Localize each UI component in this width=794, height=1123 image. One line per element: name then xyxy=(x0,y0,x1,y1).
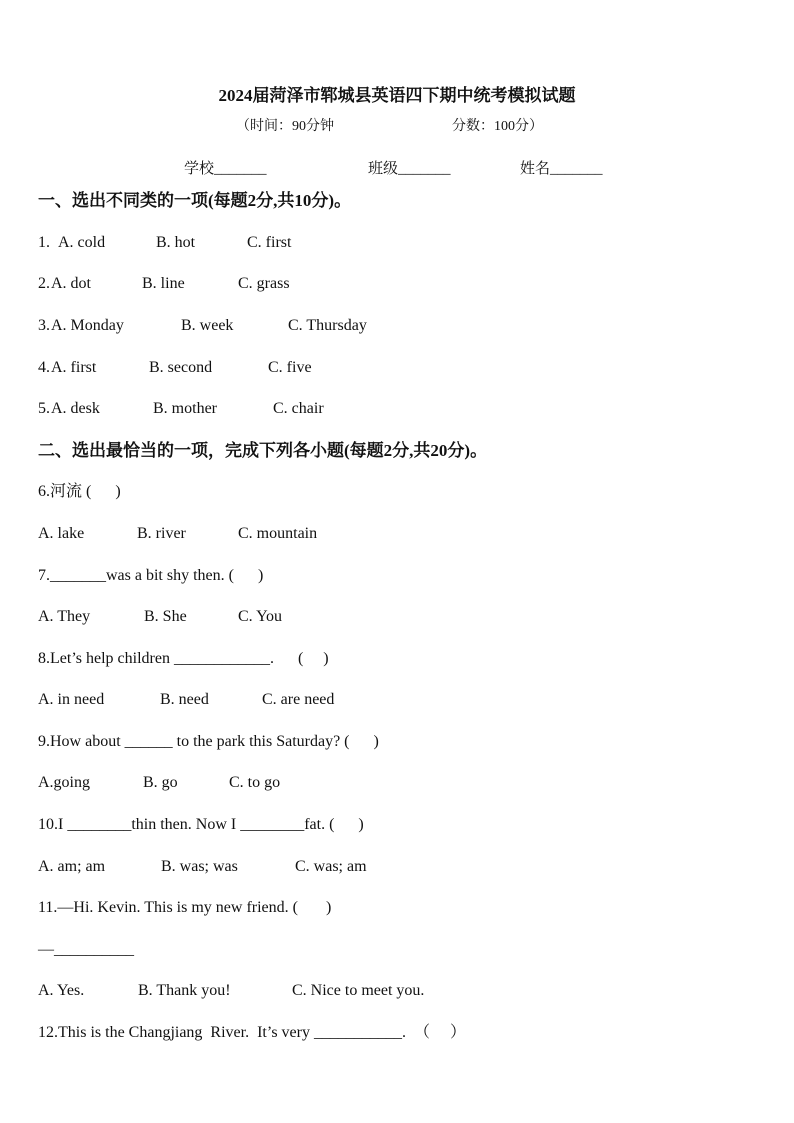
question-stem: 6.河流 ( ) xyxy=(38,483,121,500)
option-a: A.going xyxy=(38,774,90,791)
option-c: C. was; am xyxy=(295,858,367,875)
option-a: A. am; am xyxy=(38,858,106,875)
question-number: 5. xyxy=(38,400,50,417)
class-field: 班级_______ xyxy=(368,161,451,177)
option-a: A. desk xyxy=(51,400,100,417)
option-a: A. first xyxy=(51,359,97,376)
option-c: C. five xyxy=(268,359,312,376)
question-stem: 12.This is the Changjiang River. It’s very ___________. （ ） xyxy=(38,1024,466,1041)
question-stem: 8.Let’s help children ____________. ( ) xyxy=(38,650,329,667)
option-c: C. mountain xyxy=(238,525,318,542)
option-a: A. Monday xyxy=(51,317,124,334)
option-a: A. in need xyxy=(38,691,105,708)
question-stem: 7._______was a bit shy then. ( ) xyxy=(38,567,264,584)
option-a: A. Yes. xyxy=(38,982,85,999)
section-heading: 一、选出不同类的一项(每题2分,共10分)。 xyxy=(38,191,352,210)
option-b: B. was; was xyxy=(161,858,238,875)
page-title: 2024届菏泽市郓城县英语四下期中统考模拟试题 xyxy=(218,86,576,105)
option-a: A. dot xyxy=(51,275,91,292)
question-number: 3. xyxy=(38,317,50,334)
option-c: C. grass xyxy=(238,275,290,292)
option-c: C. You xyxy=(238,608,283,625)
question-number: 1. xyxy=(38,234,54,251)
option-b: B. week xyxy=(181,317,234,334)
option-b: B. need xyxy=(160,691,209,708)
option-c: C. are need xyxy=(262,691,335,708)
question-number: 4. xyxy=(38,359,50,376)
option-c: C. Thursday xyxy=(288,317,367,334)
exam-time: （时间：90分钟 xyxy=(236,119,334,134)
question-stem: 9.How about ______ to the park this Saturday? ( ) xyxy=(38,733,379,750)
option-b: B. She xyxy=(144,608,187,625)
option-b: B. second xyxy=(149,359,213,376)
option-a: A. They xyxy=(38,608,91,625)
section-heading: 二、选出最恰当的一项，完成下列各小题(每题2分,共20分)。 xyxy=(38,441,488,460)
question-stem: 11.—Hi. Kevin. This is my new friend. ( ) xyxy=(38,899,332,916)
option-b: B. hot xyxy=(156,234,196,251)
option-b: B. Thank you! xyxy=(138,982,231,999)
option-c: C. to go xyxy=(229,774,281,791)
question-stem: 10.I ________thin then. Now I ________fat. ( ) xyxy=(38,816,364,833)
name-field: 姓名_______ xyxy=(520,161,603,177)
answer-line: —__________ xyxy=(38,941,134,958)
question-number: 2. xyxy=(38,275,50,292)
option-b: B. line xyxy=(142,275,185,292)
option-a: A. lake xyxy=(38,525,85,542)
exam-score: 分数：100分） xyxy=(452,119,543,134)
option-c: C. chair xyxy=(273,400,324,417)
option-b: B. river xyxy=(137,525,186,542)
option-b: B. go xyxy=(143,774,178,791)
option-c: C. Nice to meet you. xyxy=(292,982,425,999)
option-a: A. cold xyxy=(58,234,106,251)
school-field: 学校_______ xyxy=(184,161,267,177)
option-b: B. mother xyxy=(153,400,217,417)
option-c: C. first xyxy=(247,234,292,251)
